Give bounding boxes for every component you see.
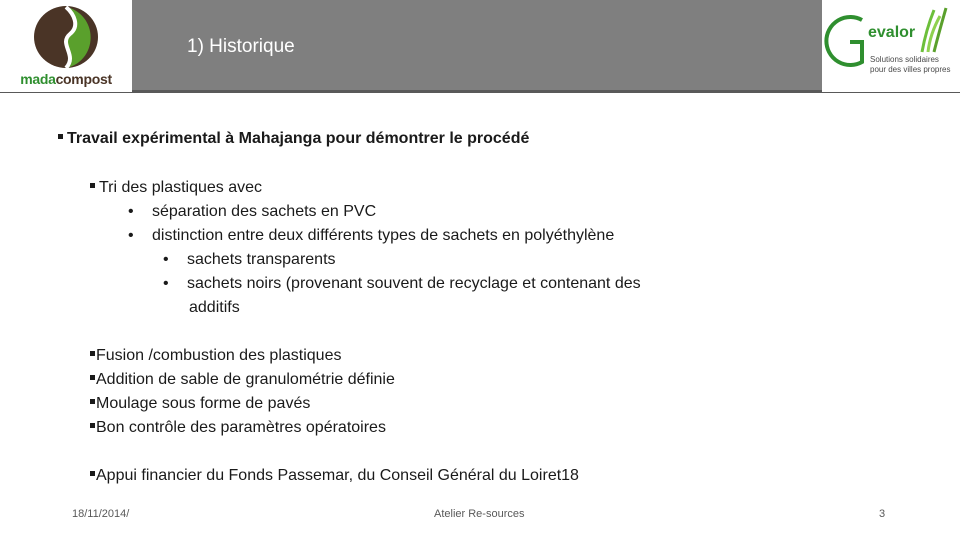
square-bullet-icon <box>90 375 95 380</box>
gevalor-logo <box>822 0 960 92</box>
list-item-text: séparation des sachets en PVC <box>152 203 377 220</box>
page-number: 3 <box>879 508 886 520</box>
step-text: Addition de sable de granulométrie définie <box>96 371 395 388</box>
step-item <box>90 368 395 392</box>
madacompost-logo <box>0 0 132 92</box>
square-bullet-icon <box>90 471 95 476</box>
main-point <box>58 127 529 151</box>
step-text: Fusion /combustion des plastiques <box>96 347 342 364</box>
sub-heading-text: Tri des plastiques avec <box>99 179 263 196</box>
list-item <box>163 272 641 296</box>
tagline-line-2: pour des villes propres <box>870 65 951 74</box>
square-bullet-icon <box>90 399 95 404</box>
list-item-continuation: additifs <box>189 299 240 316</box>
round-bullet-icon: • <box>128 203 134 220</box>
funding-text: Appui financier du Fonds Passemar, du Conseil Général du Loiret18 <box>96 467 579 484</box>
list-item-text: sachets noirs (provenant souvent de recyclage et contenant des <box>187 275 641 292</box>
square-bullet-icon <box>90 351 95 356</box>
square-bullet-icon <box>90 183 95 188</box>
step-text: Moulage sous forme de pavés <box>96 395 311 412</box>
list-item <box>128 200 376 224</box>
step-item <box>90 344 341 368</box>
round-bullet-icon: • <box>128 227 134 244</box>
square-bullet-icon <box>58 134 63 139</box>
list-item <box>163 248 336 272</box>
main-point-text: Travail expérimental à Mahajanga pour démontrer le procédé <box>67 130 530 147</box>
grass-logo-icon <box>822 0 960 92</box>
square-bullet-icon <box>90 423 95 428</box>
wordmark-part-b: compost <box>55 71 112 87</box>
round-bullet-icon: • <box>163 251 169 268</box>
wordmark-part-a: mada <box>20 71 56 87</box>
header-divider <box>0 90 960 93</box>
step-item <box>90 392 310 416</box>
footer-event: Atelier Re-sources <box>434 508 525 520</box>
gevalor-name: evalor <box>868 24 916 41</box>
list-item <box>128 224 614 248</box>
step-item <box>90 416 386 440</box>
footer-date: 18/11/2014/ <box>72 508 130 520</box>
gevalor-tagline <box>870 55 950 75</box>
madacompost-wordmark <box>0 71 132 87</box>
list-item-text: sachets transparents <box>187 251 336 268</box>
step-text: Bon contrôle des paramètres opératoires <box>96 419 386 436</box>
list-item-text: distinction entre deux différents types de sachets en polyéthylène <box>152 227 615 244</box>
round-bullet-icon: • <box>163 275 169 292</box>
slide-title: 1) Historique <box>187 36 295 57</box>
sub-heading <box>90 176 262 200</box>
funding-item <box>90 464 579 488</box>
tagline-line-1: Solutions solidaires <box>870 55 939 64</box>
header-bar <box>0 0 960 92</box>
